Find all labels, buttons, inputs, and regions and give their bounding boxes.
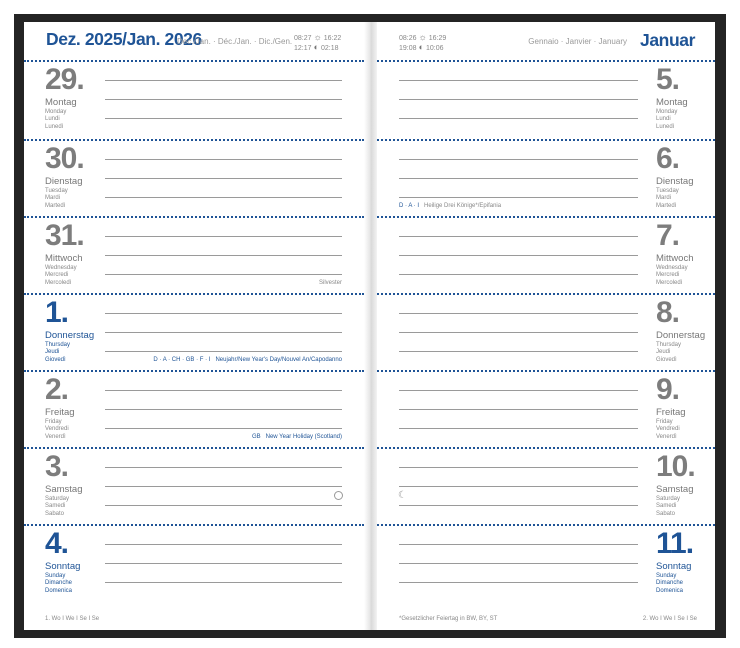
writing-line[interactable] — [105, 428, 342, 429]
writing-line[interactable] — [105, 255, 342, 256]
day-name: Sonntag — [656, 561, 692, 572]
writing-line[interactable] — [105, 563, 342, 564]
holiday-name: Heilige Drei Könige*/Epifania — [424, 203, 502, 209]
day-name: Donnerstag — [45, 330, 95, 341]
moon-times — [399, 43, 444, 53]
day-name: Freitag — [45, 407, 75, 418]
writing-line[interactable] — [105, 159, 342, 160]
day-number: 1. — [45, 296, 69, 329]
writing-line[interactable] — [105, 390, 342, 391]
holiday-note: Silvester — [318, 280, 342, 286]
sunrise-time: 08:26 — [399, 35, 417, 42]
day-name: Dienstag — [656, 176, 694, 187]
day-number: 29. — [45, 63, 84, 96]
day-number: 2. — [45, 373, 69, 406]
sun-icon: ☼ — [313, 32, 322, 42]
page-title: Januar — [640, 30, 695, 50]
writing-line[interactable] — [105, 486, 342, 487]
writing-line[interactable] — [105, 118, 342, 119]
writing-line[interactable] — [105, 409, 342, 410]
writing-line[interactable] — [105, 197, 342, 198]
day-translations: Monday Lundi Lunedì — [45, 109, 67, 130]
week-footer: 1. Wo I We I Se I Se — [45, 616, 100, 622]
day-block — [377, 526, 715, 604]
sunset-time: 16:29 — [428, 35, 447, 42]
month-translations: Dec./Jan. · Déc./Jan. · Dic./Gen. — [177, 37, 293, 46]
writing-line[interactable] — [399, 563, 638, 564]
day-number: 3. — [45, 450, 69, 483]
day-block — [24, 372, 364, 450]
left-page — [24, 22, 364, 630]
day-number: 30. — [45, 142, 84, 175]
full-moon-icon — [334, 491, 343, 500]
writing-line[interactable] — [399, 332, 638, 333]
country-codes: D · A · CH · GB · F · I — [153, 357, 211, 363]
day-translations: Wednesday Mercredi Mercoledì — [656, 265, 688, 286]
holiday-note — [399, 203, 501, 209]
day-name: Mittwoch — [45, 253, 83, 264]
day-name: Dienstag — [45, 176, 83, 187]
day-translations: Tuesday Mardi Martedì — [45, 188, 68, 209]
writing-line[interactable] — [399, 409, 638, 410]
day-block — [24, 218, 364, 296]
day-number: 7. — [656, 219, 680, 252]
day-block — [377, 141, 715, 219]
day-name: Samstag — [656, 484, 694, 495]
moon-phase-icon: ◐ — [418, 42, 424, 52]
day-translations: Tuesday Mardi Martedì — [656, 188, 679, 209]
writing-line[interactable] — [399, 236, 638, 237]
crescent-moon-icon: ☾ — [398, 490, 407, 501]
moon-phase-icon: ◐ — [313, 42, 319, 52]
day-translations: Friday Vendredi Venerdì — [45, 419, 69, 440]
writing-line[interactable] — [105, 351, 342, 352]
sunset-time: 16:22 — [323, 35, 342, 42]
day-block — [377, 449, 715, 527]
day-number: 4. — [45, 527, 69, 560]
moonset-time: 02:18 — [320, 45, 339, 52]
day-block — [24, 526, 364, 604]
writing-line[interactable] — [399, 351, 638, 352]
writing-line[interactable] — [399, 313, 638, 314]
day-number: 8. — [656, 296, 680, 329]
day-block — [24, 62, 364, 140]
day-translations: Saturday Samedi Sabato — [656, 496, 681, 517]
day-translations: Monday Lundi Lunedì — [656, 109, 678, 130]
moonrise-time: 19:08 — [399, 45, 417, 52]
writing-line[interactable] — [399, 467, 638, 468]
writing-line[interactable] — [399, 390, 638, 391]
writing-line[interactable] — [105, 332, 342, 333]
writing-line[interactable] — [399, 80, 638, 81]
day-translations: Wednesday Mercredi Mercoledì — [45, 265, 77, 286]
holiday-footnote: *Gesetzlicher Feiertag in BW, BY, ST — [399, 616, 498, 622]
writing-line[interactable] — [105, 313, 342, 314]
day-number: 9. — [656, 373, 680, 406]
left-page-header — [24, 22, 364, 60]
writing-line[interactable] — [105, 274, 342, 275]
day-translations: Thursday Jeudi Giovedì — [45, 342, 71, 363]
month-translations: Gennaio · Janvier · January — [528, 37, 627, 46]
country-codes: D · A · I — [399, 203, 420, 209]
day-block — [24, 449, 364, 527]
moon-times — [294, 43, 339, 53]
writing-line[interactable] — [399, 544, 638, 545]
day-name: Montag — [656, 97, 688, 108]
writing-line[interactable] — [399, 255, 638, 256]
writing-line[interactable] — [105, 467, 342, 468]
writing-line[interactable] — [399, 428, 638, 429]
day-number: 10. — [656, 450, 695, 483]
day-translations: Sunday Dimanche Domenica — [45, 573, 73, 594]
day-block — [24, 141, 364, 219]
writing-line[interactable] — [105, 99, 342, 100]
moonset-time: 10:06 — [425, 45, 444, 52]
day-translations: Friday Vendredi Venerdì — [656, 419, 680, 440]
day-block — [377, 295, 715, 373]
sunrise-time: 08:27 — [294, 35, 312, 42]
day-block — [377, 218, 715, 296]
sun-icon: ☼ — [418, 32, 427, 42]
writing-line[interactable] — [399, 197, 638, 198]
writing-line[interactable] — [105, 80, 342, 81]
page-title: Dez. 2025/Jan. 2026 — [46, 29, 202, 49]
moonrise-time: 12:17 — [294, 45, 312, 52]
writing-line[interactable] — [399, 99, 638, 100]
day-name: Sonntag — [45, 561, 81, 572]
day-name: Mittwoch — [656, 253, 694, 264]
right-page — [377, 22, 715, 630]
day-name: Montag — [45, 97, 77, 108]
day-translations: Thursday Jeudi Giovedì — [656, 342, 682, 363]
holiday-note — [153, 357, 342, 363]
writing-line[interactable] — [399, 159, 638, 160]
writing-line[interactable] — [399, 274, 638, 275]
day-number: 6. — [656, 142, 680, 175]
writing-line[interactable] — [399, 582, 638, 583]
writing-line[interactable] — [105, 236, 342, 237]
day-block — [377, 372, 715, 450]
holiday-name: Neujahr/New Year's Day/Nouvel An/Capodanno — [215, 357, 342, 363]
holiday-name: New Year Holiday (Scotland) — [265, 434, 342, 440]
holiday-note — [252, 434, 342, 440]
writing-line[interactable] — [105, 544, 342, 545]
day-name: Freitag — [656, 407, 686, 418]
day-translations: Saturday Samedi Sabato — [45, 496, 70, 517]
day-block — [24, 295, 364, 373]
week-footer: 2. Wo I We I Se I Se — [642, 616, 697, 622]
day-number: 5. — [656, 63, 680, 96]
day-name: Samstag — [45, 484, 83, 495]
writing-line[interactable] — [399, 505, 638, 506]
day-translations: Sunday Dimanche Domenica — [656, 573, 684, 594]
day-name: Donnerstag — [656, 330, 706, 341]
writing-line[interactable] — [399, 178, 638, 179]
right-page-header — [377, 22, 715, 60]
writing-line[interactable] — [399, 118, 638, 119]
writing-line[interactable] — [105, 178, 342, 179]
day-number: 11. — [656, 527, 694, 560]
day-number: 31. — [45, 219, 84, 252]
writing-line[interactable] — [105, 582, 342, 583]
country-codes: GB — [251, 434, 261, 440]
writing-line[interactable] — [399, 486, 638, 487]
page-gutter — [364, 22, 377, 630]
day-block — [377, 62, 715, 140]
writing-line[interactable] — [105, 505, 342, 506]
